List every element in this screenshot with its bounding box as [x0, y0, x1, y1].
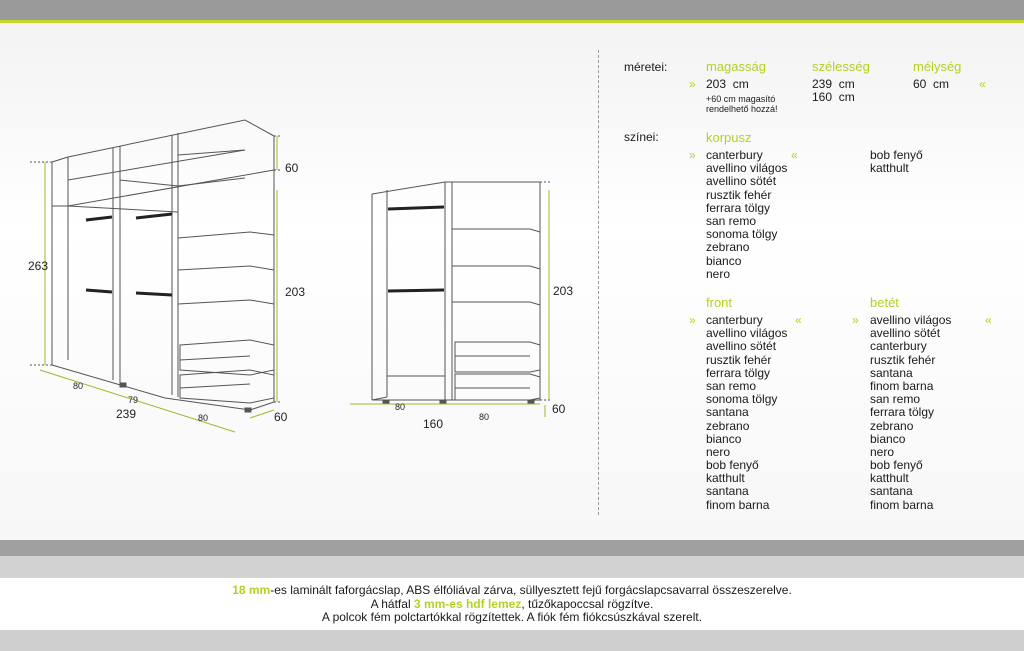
front-close-quote: «: [795, 313, 802, 327]
list-item: zebrano: [706, 240, 750, 255]
korpusz-open-quote: »: [689, 148, 696, 162]
list-item: katthult: [870, 471, 909, 486]
dim-large-depth: 60: [274, 410, 288, 424]
list-item: bob fenyő: [706, 458, 759, 473]
dim-large-height-total: 263: [28, 259, 49, 273]
footer-highlight-2: 3 mm-es hdf lemez: [413, 596, 522, 611]
list-item: rusztik fehér: [706, 352, 772, 367]
betet-header: betét: [870, 295, 899, 310]
list-item: san remo: [870, 392, 921, 407]
dim-small-depth: 60: [552, 402, 566, 416]
korpusz-list-2: [870, 149, 923, 175]
betet-close-quote: «: [985, 313, 992, 327]
korpusz-close-quote: «: [791, 148, 798, 162]
list-item: katthult: [870, 161, 909, 176]
dim-large-w1: 80: [73, 381, 84, 391]
height-header: magasság: [706, 59, 766, 74]
depth-value: 60 cm: [913, 77, 950, 91]
dim-large-w3: 80: [198, 413, 209, 423]
colors-label: színei:: [624, 130, 659, 144]
middle-band: [0, 540, 1024, 556]
height-open-quote: »: [689, 77, 696, 91]
list-item: bianco: [870, 431, 906, 446]
list-item: nero: [706, 444, 731, 459]
list-item: katthult: [706, 471, 745, 486]
list-item: canterbury: [706, 313, 763, 327]
list-item: nero: [706, 266, 731, 281]
dim-large-w2: 79: [128, 395, 139, 405]
depth-header: mélység: [913, 59, 962, 74]
dim-large-height-main: 203: [285, 285, 306, 299]
width-value-2: 160 cm: [812, 90, 855, 104]
list-item: avellino sötét: [706, 174, 777, 189]
list-item: bianco: [706, 253, 742, 268]
list-item: zebrano: [870, 418, 914, 433]
list-item: bob fenyő: [870, 148, 923, 162]
dim-small-w2: 80: [479, 412, 490, 422]
dim-large-width-total: 239: [116, 407, 137, 421]
dimensions-label: méretei:: [624, 60, 668, 74]
list-item: sonoma tölgy: [706, 392, 778, 407]
list-item: ferrara tölgy: [706, 365, 771, 380]
top-band: [0, 0, 1024, 23]
list-item: zebrano: [706, 418, 750, 433]
middle-band-light: [0, 556, 1024, 578]
betet-open-quote: »: [852, 313, 859, 327]
betet-list: [870, 314, 951, 512]
list-item: bianco: [706, 431, 742, 446]
korpusz-header: korpusz: [706, 130, 752, 145]
footer-line-2: A hátfal 3 mm-es hdf lemez, tűzőkapoccsal rögzítve.: [370, 596, 654, 611]
bottom-band: [0, 630, 1024, 651]
list-item: rusztik fehér: [870, 352, 936, 367]
height-value: 203 cm: [706, 77, 749, 91]
list-item: santana: [706, 405, 749, 420]
list-item: santana: [870, 484, 913, 499]
korpusz-list-1: [706, 149, 787, 281]
front-list: [706, 314, 787, 512]
list-item: finom barna: [870, 378, 934, 393]
list-item: avellino világos: [870, 313, 952, 327]
small-wardrobe: [350, 182, 552, 417]
width-value-1: 239 cm: [812, 77, 855, 91]
list-item: ferrara tölgy: [706, 200, 771, 215]
list-item: avellino világos: [706, 161, 788, 176]
list-item: canterbury: [870, 339, 927, 354]
list-item: rusztik fehér: [706, 187, 772, 202]
list-item: canterbury: [706, 148, 763, 162]
height-note-1: +60 cm magasító: [706, 94, 776, 104]
large-wardrobe: [30, 120, 282, 432]
list-item: finom barna: [706, 497, 770, 512]
footer-line-3: A polcok fém polctartókkal rögzítettek. A fiók fém fiókcsúszkával szerelt.: [321, 610, 703, 624]
dim-large-height-top: 60: [285, 161, 299, 175]
list-item: santana: [870, 365, 913, 380]
dim-small-width-total: 160: [423, 417, 444, 431]
list-item: avellino sötét: [870, 326, 941, 341]
height-note-2: rendelhető hozzá!: [706, 104, 778, 114]
list-item: san remo: [706, 378, 757, 393]
front-open-quote: »: [689, 313, 696, 327]
footer-highlight-1: 18 mm: [232, 583, 271, 597]
footer-line-1: 18 mm-es laminált faforgácslap, ABS élfóliával zárva, süllyesztett fejű forgácslapcsavarral összeszerelve.: [232, 583, 792, 597]
dim-small-w1: 80: [395, 402, 406, 412]
list-item: santana: [706, 484, 749, 499]
list-item: sonoma tölgy: [706, 227, 778, 242]
list-item: san remo: [706, 213, 757, 228]
list-item: finom barna: [870, 497, 934, 512]
list-item: avellino világos: [706, 326, 788, 341]
wardrobe-drawings: [0, 23, 600, 540]
width-header: szélesség: [812, 59, 870, 74]
list-item: bob fenyő: [870, 458, 923, 473]
depth-close-quote: «: [979, 77, 986, 91]
footer: [0, 578, 1024, 630]
list-item: ferrara tölgy: [870, 405, 935, 420]
section-divider: [598, 50, 599, 515]
dim-small-height: 203: [553, 284, 574, 298]
list-item: avellino sötét: [706, 339, 777, 354]
front-header: front: [706, 295, 733, 310]
list-item: nero: [870, 444, 895, 459]
